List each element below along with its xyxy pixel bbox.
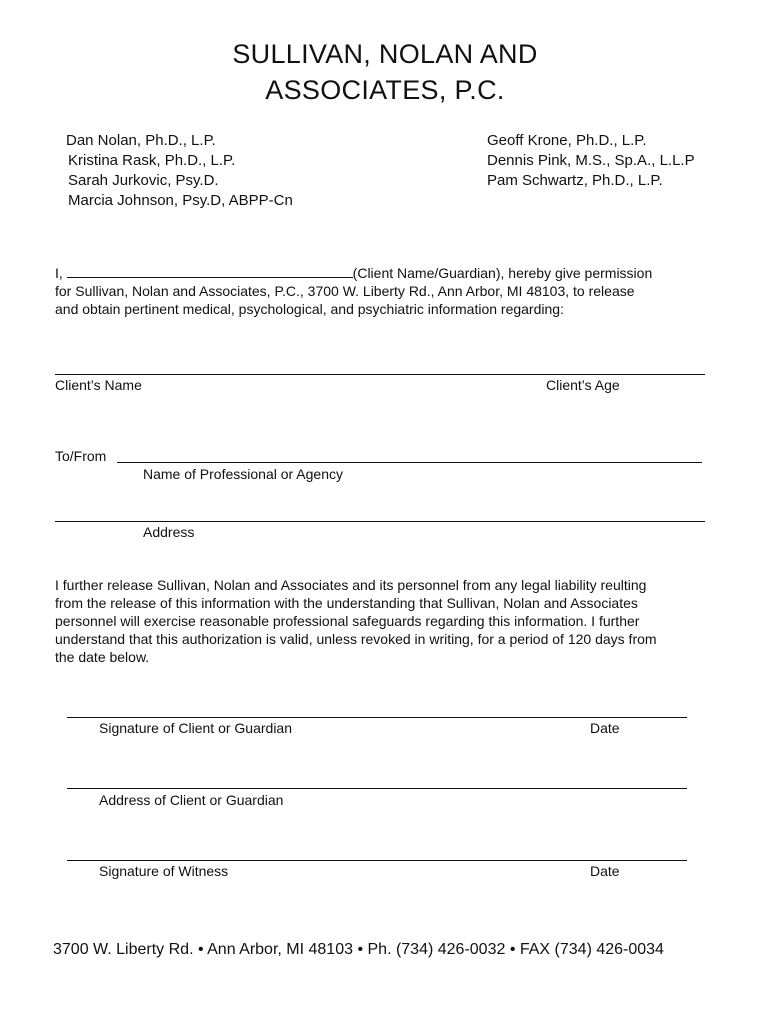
client-name-label: Client’s Name — [55, 377, 142, 393]
permission-line-3: and obtain pertinent medical, psychological, and psychiatric information regarding: — [55, 301, 564, 317]
permission-text: (Client Name/Guardian), hereby give permission — [352, 265, 653, 281]
staff-name: Pam Schwartz, Ph.D., L.P. — [487, 172, 663, 189]
address-line[interactable] — [55, 521, 705, 522]
staff-name: Geoff Krone, Ph.D., L.P. — [487, 132, 647, 149]
staff-name: Dan Nolan, Ph.D., L.P. — [66, 132, 216, 149]
release-line: the date below. — [55, 649, 150, 665]
footer-contact: 3700 W. Liberty Rd. • Ann Arbor, MI 48103 • Ph. (734) 426-0032 • FAX (734) 426-0034 — [53, 941, 664, 958]
witness-date-label: Date — [590, 863, 620, 879]
client-signature-line[interactable] — [67, 717, 687, 718]
witness-signature-line[interactable] — [67, 860, 687, 861]
client-age-label: Client’s Age — [546, 377, 620, 393]
staff-name: Kristina Rask, Ph.D., L.P. — [68, 152, 236, 169]
client-name-guardian-field[interactable] — [67, 265, 353, 278]
date-label: Date — [590, 720, 620, 736]
to-from-label: To/From — [55, 448, 107, 464]
client-name-age-line[interactable] — [55, 374, 705, 375]
staff-name: Dennis Pink, M.S., Sp.A., L.L.P — [487, 152, 695, 169]
page-title-line-2: ASSOCIATES, P.C. — [265, 75, 505, 105]
staff-list-left — [66, 131, 293, 211]
professional-label: Name of Professional or Agency — [143, 466, 343, 482]
release-paragraph — [55, 576, 657, 666]
to-from-line[interactable] — [117, 462, 702, 463]
release-line: I further release Sullivan, Nolan and Associates and its personnel from any legal liability reulting — [55, 577, 647, 593]
page-title-line-1: SULLIVAN, NOLAN AND — [232, 39, 538, 69]
release-line: from the release of this information with the understanding that Sullivan, Nolan and Associates — [55, 595, 638, 611]
staff-name: Marcia Johnson, Psy.D, ABPP-Cn — [68, 192, 293, 209]
permission-line-1 — [55, 264, 652, 282]
release-line: personnel will exercise reasonable professional safeguards regarding this information. I further — [55, 613, 640, 629]
witness-signature-label: Signature of Witness — [99, 863, 229, 879]
permission-line-2: for Sullivan, Nolan and Associates, P.C., 3700 W. Liberty Rd., Ann Arbor, MI 48103, to release — [55, 283, 635, 299]
address-label: Address — [143, 524, 195, 540]
client-signature-label: Signature of Client or Guardian — [99, 720, 292, 736]
permission-prefix: I, — [55, 265, 63, 281]
staff-list-right — [487, 131, 695, 191]
release-line: understand that this authorization is valid, unless revoked in writing, for a period of 120 days from — [55, 631, 657, 647]
client-address-line[interactable] — [67, 788, 687, 789]
staff-name: Sarah Jurkovic, Psy.D. — [68, 172, 219, 189]
client-address-label: Address of Client or Guardian — [99, 792, 284, 808]
